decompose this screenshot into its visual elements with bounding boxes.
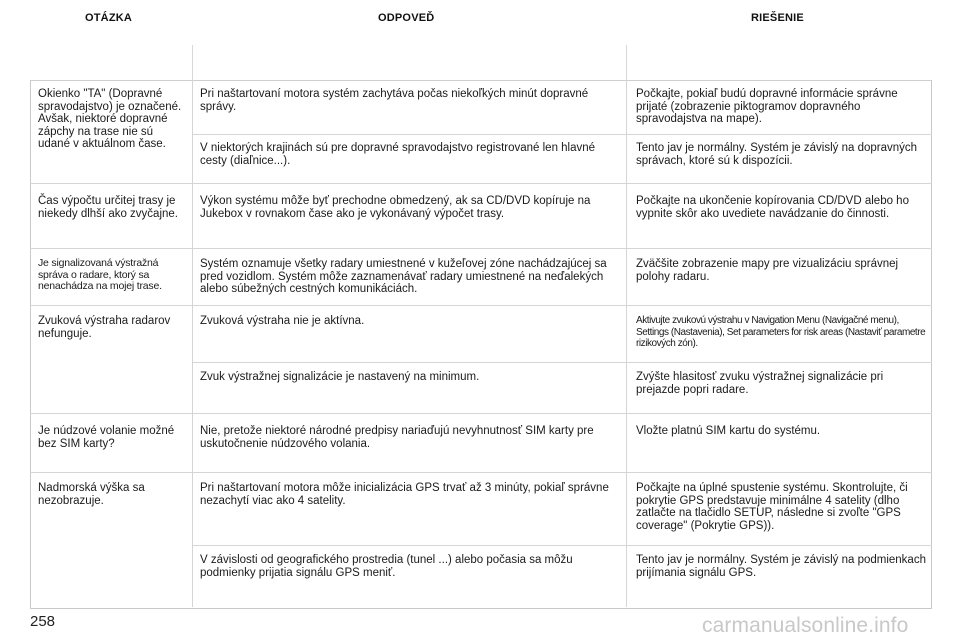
- solution-cell: Vložte platnú SIM kartu do systému.: [636, 425, 821, 437]
- solution-cell: Aktivujte zvukovú výstrahu v Navigation Menu (Navigačné menu), Settings (Nastavenia), Set parameters for risk areas (Nastaviť parametre rizikových zón).: [636, 315, 926, 350]
- solution-cell: Tento jav je normálny. Systém je závislý na dopravných správach, ktoré sú k dispozícii.: [636, 142, 918, 167]
- row-divider: [30, 183, 932, 184]
- sub-row-divider: [192, 134, 932, 135]
- answer-cell: Pri naštartovaní motora systém zachytáva počas niekoľkých minút dopravné správy.: [200, 88, 589, 113]
- answer-cell: Nie, pretože niektoré národné predpisy nariaďujú nevyhnutnosť SIM karty pre uskutočnenie núdzového volania.: [200, 425, 594, 450]
- watermark: carmanualsonline.info: [702, 614, 909, 637]
- answer-cell: Pri naštartovaní motora môže inicializácia GPS trvať až 3 minúty, pokiaľ správne nezachytí viac ako 4 satelity.: [200, 482, 609, 507]
- question-cell: Okienko "TA" (Dopravné spravodajstvo) je označené. Avšak, niektoré dopravné zápchy na trase nie sú udané v aktuálnom čase.: [38, 88, 182, 151]
- answer-cell: Systém oznamuje všetky radary umiestnené v kužeľovej zóne nachádzajúcej sa pred vozidlom. Systém môže zaznamenávať radary umiestnené na neďalekých alebo súbežných cestných komunikáciách.: [200, 258, 607, 296]
- solution-cell: Počkajte, pokiaľ budú dopravné informácie správne prijaté (zobrazenie piktogramov dopravného spravodajstva na mape).: [636, 88, 898, 126]
- question-cell: Čas výpočtu určitej trasy je niekedy dlhší ako zvyčajne.: [38, 195, 178, 220]
- question-cell: Nadmorská výška sa nezobrazuje.: [38, 482, 145, 507]
- header-divider: [192, 45, 193, 80]
- answer-cell: Zvuková výstraha nie je aktívna.: [200, 315, 365, 327]
- solution-cell: Počkajte na úplné spustenie systému. Skontrolujte, či pokrytie GPS predstavuje minimálne 4 satelity (dlho zatlačte na tlačidlo SETUP, následne si zvoľte "GPS coverage" (Pokrytie GPS)).: [636, 482, 908, 532]
- answer-cell: V závislosti od geografického prostredia (tunel ...) alebo počasia sa môžu podmienky prijatia signálu GPS meniť.: [200, 554, 573, 579]
- column-divider: [192, 80, 193, 607]
- question-cell: Je signalizovaná výstražná správa o radare, ktorý sa nenachádza na mojej trase.: [38, 257, 162, 292]
- row-divider: [30, 305, 932, 306]
- sub-row-divider: [192, 545, 932, 546]
- question-cell: Zvuková výstraha radarov nefunguje.: [38, 315, 171, 340]
- sub-row-divider: [192, 362, 932, 363]
- solution-cell: Zväčšite zobrazenie mapy pre vizualizáciu správnej polohy radaru.: [636, 258, 899, 283]
- table-header: [30, 45, 932, 81]
- row-divider: [30, 472, 932, 473]
- header-divider: [626, 45, 627, 80]
- row-divider: [30, 413, 932, 414]
- answer-cell: Výkon systému môže byť prechodne obmedzený, ak sa CD/DVD kopíruje na Jukebox v rovnakom čase ako je vykonávaný výpočet trasy.: [200, 195, 591, 220]
- solution-cell: Tento jav je normálny. Systém je závislý na podmienkach prijímania signálu GPS.: [636, 554, 926, 579]
- question-cell: Je núdzové volanie možné bez SIM karty?: [38, 425, 175, 450]
- answer-cell: V niektorých krajinách sú pre dopravné spravodajstvo registrované len hlavné cesty (diaľnice...).: [200, 142, 596, 167]
- solution-cell: Počkajte na ukončenie kopírovania CD/DVD alebo ho vypnite skôr ako uvediete navádzanie do činnosti.: [636, 195, 909, 220]
- row-divider: [30, 248, 932, 249]
- column-divider: [626, 80, 627, 607]
- header-answer: ODPOVEĎ: [378, 12, 435, 24]
- page-number: 258: [30, 613, 56, 630]
- solution-cell: Zvýšte hlasitosť zvuku výstražnej signalizácie pri prejazde popri radare.: [636, 371, 884, 396]
- header-solution: RIEŠENIE: [751, 12, 804, 24]
- header-question: OTÁZKA: [85, 12, 133, 24]
- answer-cell: Zvuk výstražnej signalizácie je nastavený na minimum.: [200, 371, 480, 383]
